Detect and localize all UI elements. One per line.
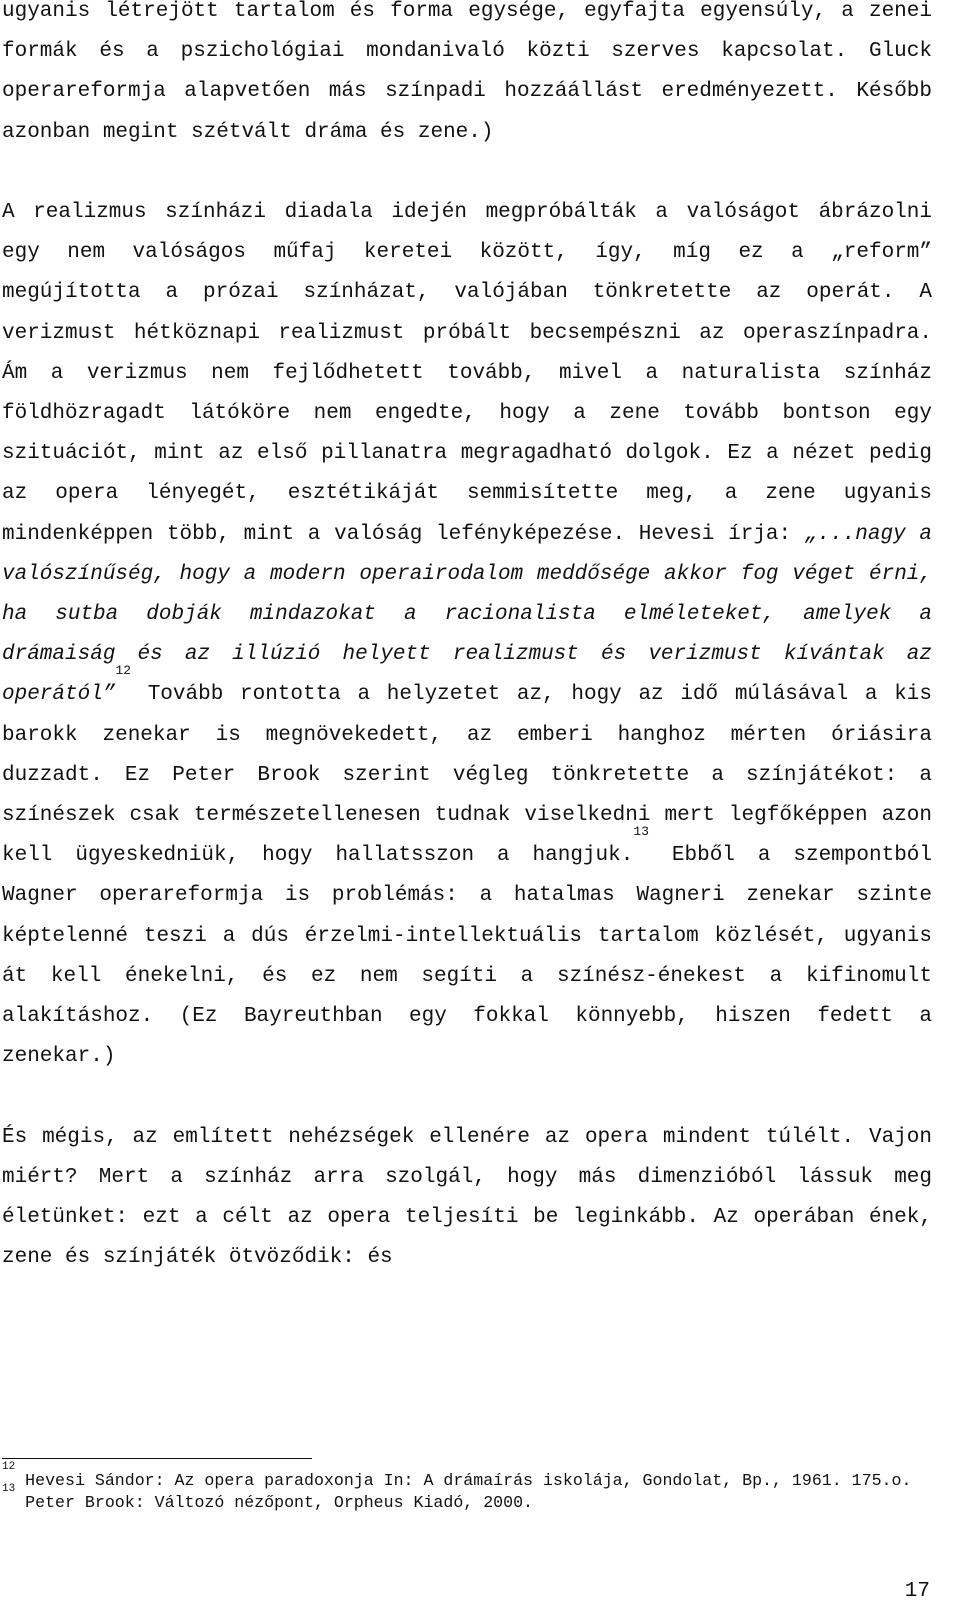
- footnote-12: [2, 1461, 932, 1492]
- footnote-separator: [2, 1458, 312, 1459]
- paragraph-1: ugyanis létrejött tartalom és forma egysége, egyfajta egyensúly, a zenei formák és a pszichológiai mondanivaló közti szerves kapcsolat. Gluck operareformja alapvetően más színpadi hozzáállást eredményezett. Később azonban megint szétvált dráma és zene.): [2, 0, 932, 144]
- footnote-number: 13: [2, 1483, 16, 1495]
- footnote-ref-12[interactable]: 12: [115, 663, 132, 679]
- paragraph-2-text-middle: Tovább rontotta a helyzetet az, hogy az idő múlásával a kis barokk zenekar is megnövekedett, az emberi hanghoz mérten óriásira duzzadt. Ez Peter Brook szerint végleg tönkretette a színjátékot: a színészek csak természetellenesen tudnak viselkedni mert legfőképpen azon kell ügyeskedniük, hogy hallatsszon a hangjuk.: [2, 683, 932, 868]
- footnote-text: Peter Brook: Változó nézőpont, Orpheus Kiadó, 2000.: [15, 1493, 534, 1512]
- footnote-number: 12: [2, 1461, 16, 1473]
- page-number: 17: [904, 1580, 930, 1603]
- footnote-text: Hevesi Sándor: Az opera paradoxonja In: A drámaírás iskolája, Gondolat, Bp., 1961. 175.o.: [15, 1471, 912, 1490]
- hevesi-quote: „...nagy a valószínűség, hogy a modern operairodalom meddősége akkor fog véget érni, ha sutba dobják mindazokat a racionalista elméleteket, amelyek a drámaiság és az illúzió helyett realizmust és verizmust kívántak az operától”: [2, 522, 932, 707]
- footnote-ref-13[interactable]: 13: [633, 824, 649, 840]
- paragraph-2-text-start: A realizmus színházi diadala idején megpróbálták a valóságot ábrázolni egy nem valóságos műfaj keretei között, így, míg ez a „reform” megújította a prózai színházat, valójában tönkretette az operát. A verizmust hétköznapi realizmust próbált becsempészni az operaszínpadra. Ám a verizmus nem fejlődhetett tovább, mivel a naturalista színház földhözragadt látóköre nem engedte, hogy a zene tovább bontson egy szituációt, mint az első pillanatra megragadható dolgok. Ez a nézet pedig az opera lényegét, esztétikáját semmisítette meg, a zene ugyanis mindenképpen több, mint a valóság lefényképezése. Hevesi írja:: [2, 201, 932, 546]
- paragraph-2: [2, 193, 932, 1077]
- document-body: [2, 0, 932, 1278]
- paragraph-3: És mégis, az említett nehézségek ellenére az opera mindent túlélt. Vajon miért? Mert a színház arra szolgál, hogy más dimenzióból lássuk meg életünket: ezt a célt az opera teljesíti be leginkább. Az operában ének, zene és színjáték ötvöződik: és: [2, 1125, 932, 1270]
- footnote-13: [2, 1483, 932, 1514]
- paragraph-2-text-end: Ebből a szempontból Wagner operareformja is problémás: a hatalmas Wagneri zenekar szinte képtelenné teszi a dús érzelmi-intellektuális tartalom közlését, ugyanis át kell énekelni, és ez nem segíti a színész-énekest a kifinomult alakításhoz. (Ez Bayreuthban egy fokkal könnyebb, hiszen fedett a zenekar.): [2, 844, 932, 1069]
- footnotes: [2, 1461, 932, 1514]
